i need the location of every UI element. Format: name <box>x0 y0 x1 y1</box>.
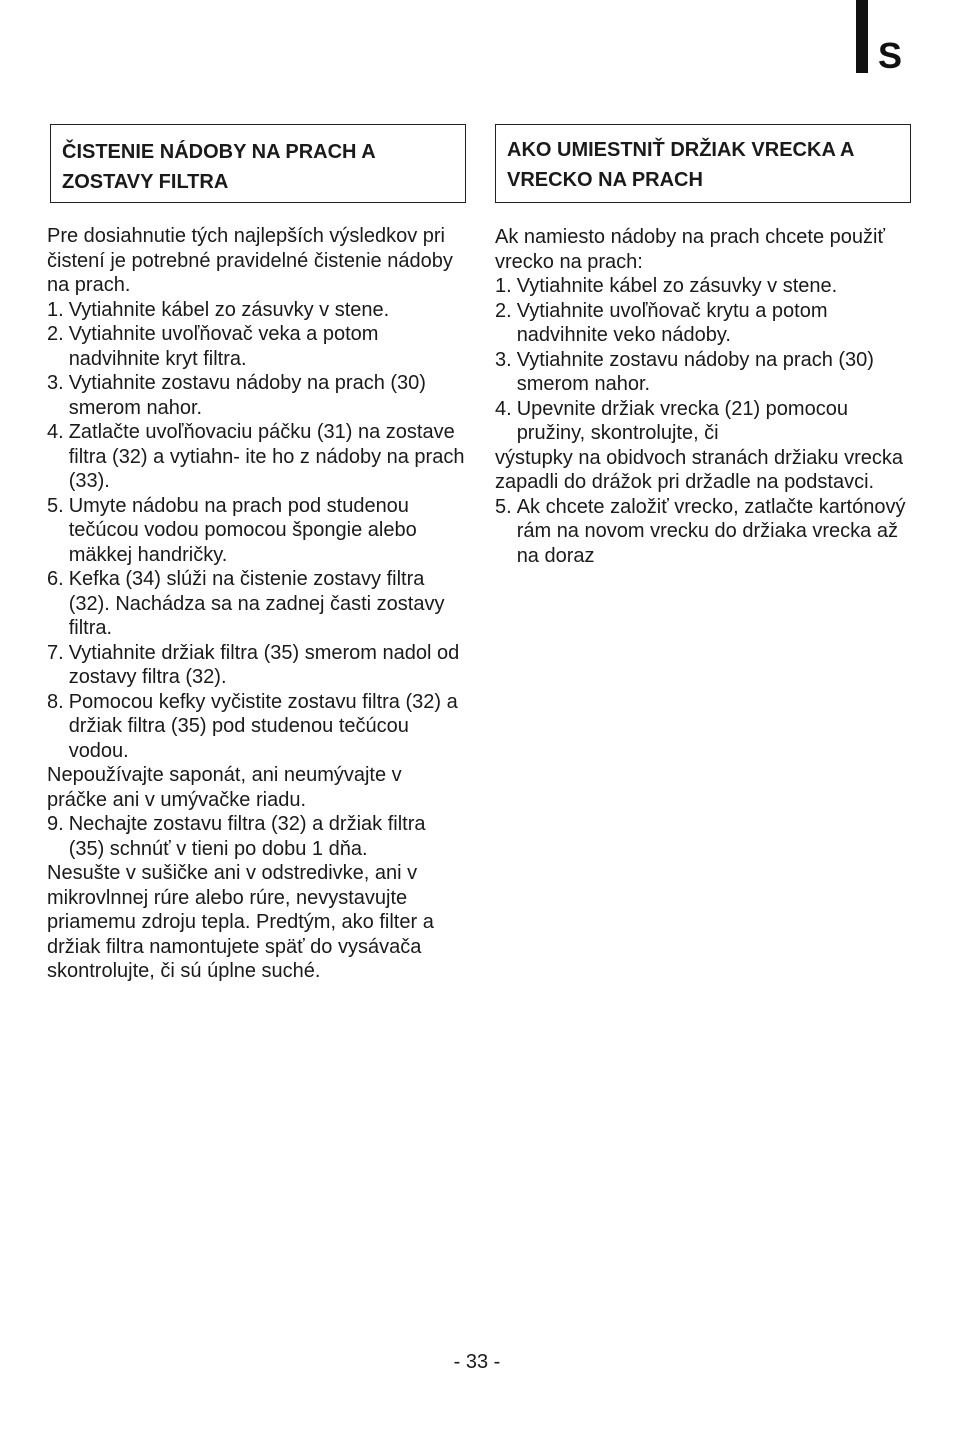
right-step-4-continuation: výstupky na obidvoch stranách držiaku vrecka zapadli do drážok pri držadle na podstavci. <box>495 446 903 493</box>
step-text: Vytiahnite kábel zo zásuvky v stene. <box>68 298 390 321</box>
step-number: 4. <box>495 397 512 420</box>
left-step-item <box>47 567 466 641</box>
right-intro: Ak namiesto nádoby na prach chcete použiť vrecko na prach: <box>495 226 885 273</box>
right-step-item <box>495 397 911 446</box>
step-number: 4. <box>47 421 64 443</box>
step-number: 2. <box>495 299 512 322</box>
left-steps-list <box>47 298 466 764</box>
step-text: Vytiahnite kábel zo zásuvky v stene. <box>516 275 838 297</box>
step-text: Vytiahnite uvoľňovač krytu a potom nadvihnite veko nádoby. <box>516 299 828 346</box>
step-number: 3. <box>495 348 512 371</box>
step-number: 6. <box>47 568 64 590</box>
left-step-item <box>47 371 466 420</box>
left-intro: Pre dosiahnutie tých najlepších výsledkov pri čistení je potrebné pravidelné čistenie nádoby na prach. <box>47 225 453 296</box>
right-step-item <box>495 299 911 348</box>
left-step-item <box>47 494 466 568</box>
language-tab-bar <box>856 0 868 73</box>
left-step-item <box>47 322 466 371</box>
left-warning-drying: Nesušte v sušičke ani v odstredivke, ani v mikrovlnnej rúre alebo rúre, nevystavujte priamemu zdroju tepla. Predtým, ako filter a držiak filtra namontujete späť do vysávača skontrolujte, či sú úplne suché. <box>47 862 434 982</box>
step-number: 3. <box>47 372 64 394</box>
right-steps-list <box>495 274 911 446</box>
step-text: Vytiahnite zostavu nádoby na prach (30) smerom nahor. <box>516 348 874 395</box>
right-step-item <box>495 274 911 299</box>
step-text: Upevnite držiak vrecka (21) pomocou pružiny, skontrolujte, či <box>516 397 848 444</box>
right-section-body <box>495 225 911 568</box>
right-section-heading: AKO UMIESTNIŤ DRŽIAK VRECKA A VRECKO NA PRACH <box>495 124 911 203</box>
left-step-9 <box>47 812 466 861</box>
right-column <box>495 124 911 568</box>
left-section-body <box>47 224 466 984</box>
language-tab-letter: S <box>878 35 903 76</box>
step-text: Vytiahnite uvoľňovač veka a potom nadvihnite kryt filtra. <box>68 323 379 370</box>
left-column <box>47 124 466 984</box>
right-step-5 <box>495 495 911 569</box>
right-step-item <box>495 348 911 397</box>
step-text: Zatlačte uvoľňovaciu páčku (31) na zostave filtra (32) a vytiahn- ite ho z nádoby na prach (33). <box>68 421 465 492</box>
step-number: 5. <box>47 494 64 517</box>
step-number: 8. <box>47 690 64 713</box>
left-step-item <box>47 298 466 323</box>
step-number: 2. <box>47 323 64 345</box>
left-step-item <box>47 420 466 494</box>
step-text: Vytiahnite zostavu nádoby na prach (30) smerom nahor. <box>68 372 426 419</box>
step-number: 5. <box>495 495 512 518</box>
step-text: Pomocou kefky vyčistite zostavu filtra (32) a držiak filtra (35) pod studenou tečúcou vodou. <box>68 690 458 762</box>
step-text: Umyte nádobu na prach pod studenou tečúcou vodou pomocou špongie alebo mäkkej handričky. <box>68 494 417 566</box>
step-number: 1. <box>47 298 64 321</box>
left-step-item <box>47 641 466 690</box>
step-text: Nechajte zostavu filtra (32) a držiak filtra (35) schnúť v tieni po dobu 1 dňa. <box>68 813 426 860</box>
step-text: Kefka (34) slúži na čistenie zostavy filtra (32). Nachádza sa na zadnej časti zostavy filtra. <box>68 568 445 639</box>
step-text: Ak chcete založiť vrecko, zatlačte kartónový rám na novom vrecku do držiaka vrecka až na doraz <box>516 495 906 567</box>
page-number: - 33 - <box>453 1351 501 1373</box>
left-step-item <box>47 690 466 764</box>
step-number: 1. <box>495 275 512 297</box>
step-number: 9. <box>47 813 64 835</box>
step-text: Vytiahnite držiak filtra (35) smerom nadol od zostavy filtra (32). <box>68 641 460 688</box>
left-warning-detergent: Nepoužívajte saponát, ani neumývajte v práčke ani v umývačke riadu. <box>47 764 402 811</box>
step-number: 7. <box>47 641 64 664</box>
left-section-heading: ČISTENIE NÁDOBY NA PRACH A ZOSTAVY FILTRA <box>50 124 466 203</box>
